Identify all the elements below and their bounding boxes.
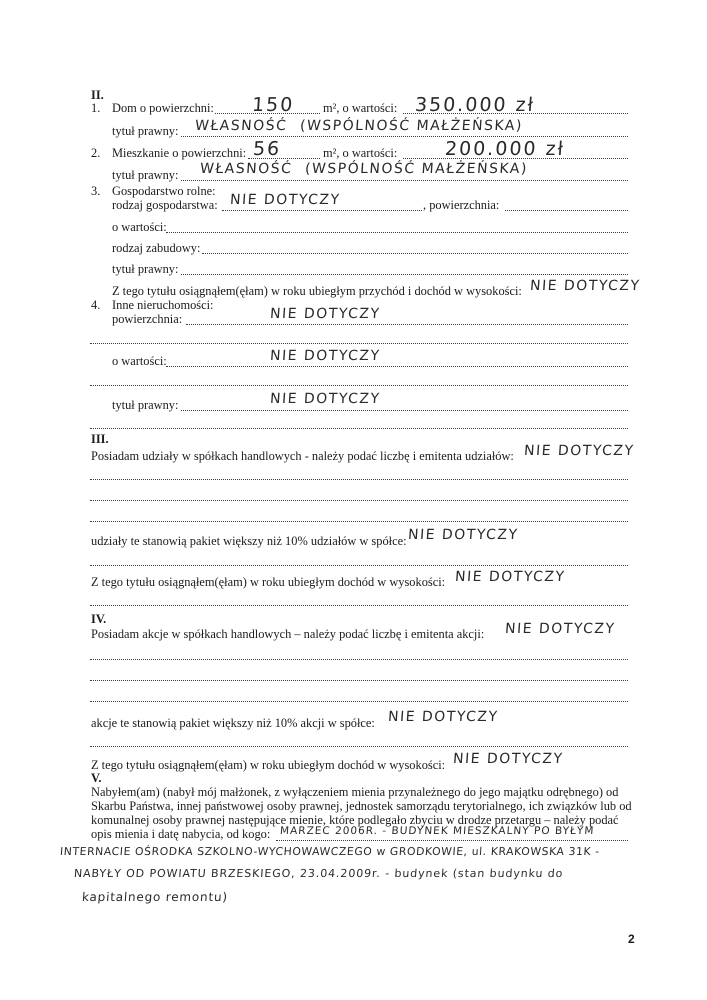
rodzaj-gospodarstwa-value: NIE DOTYCZY	[229, 192, 342, 208]
udzialy-label: Posiadam udziały w spółkach handlowych - należy podać liczbę i emitenta udziałów:	[91, 449, 514, 463]
udzialy-line-2[interactable]	[90, 500, 628, 501]
przychod-label: Z tego tytułu osiągnąłem(ęłam) w roku ubiegłym przychód i dochód w wysokości:	[112, 284, 522, 298]
section-v-line-3: komunalnej osoby prawnej następujące mienie, które podlegało zbyciu w drodze przetargu – należy podać	[91, 813, 619, 827]
akcje-pakiet-line[interactable]	[90, 746, 628, 747]
section-iii-heading: III.	[91, 432, 109, 446]
inne-tytul-value: NIE DOTYCZY	[269, 391, 382, 407]
section-ii-heading: II.	[91, 88, 104, 102]
akcje-label: Posiadam akcje w spółkach handlowych – należy podać liczbę i emitenta akcji:	[91, 627, 485, 641]
udzialy-pakiet-label: udziały te stanowią pakiet większy niż 10% udziałów w spółce:	[91, 534, 407, 548]
inne-powierzchnia-label: powierzchnia:	[112, 312, 183, 326]
item-2-number: 2.	[91, 146, 101, 160]
udzialy-pakiet-line[interactable]	[90, 565, 628, 566]
section-v-answer-field-1[interactable]	[276, 840, 628, 841]
akcje-line-3[interactable]	[90, 701, 628, 702]
gospodarstwo-powierzchnia-field[interactable]	[505, 210, 628, 211]
dom-title-label: tytuł prawny:	[112, 124, 179, 138]
inne-tytul-label: tytuł prawny:	[112, 398, 179, 412]
przychod-value: NIE DOTYCZY	[529, 278, 642, 294]
udzialy-dochod-value: NIE DOTYCZY	[454, 569, 567, 585]
akcje-value: NIE DOTYCZY	[504, 621, 617, 637]
section-v-line-4: opis mienia i datę nabycia, od kogo:	[91, 827, 271, 841]
section-v-answer-4: kapitalnego remontu)	[81, 890, 229, 904]
rodzaj-gospodarstwa-field[interactable]	[222, 210, 422, 211]
inne-nieruchomosci-label: Inne nieruchomości:	[112, 298, 214, 312]
section-v-heading: V.	[91, 771, 102, 785]
akcje-pakiet-value: NIE DOTYCZY	[387, 709, 500, 725]
mieszkanie-value: 200.000 zł	[444, 138, 566, 160]
mieszkanie-area-value: 56	[252, 138, 282, 160]
section-v-answer-3: NABYŁY OD POWIATU BRZESKIEGO, 23.04.2009r. - budynek (stan budynku do	[73, 867, 564, 880]
section-v-answer-2: INTERNACIE OŚRODKA SZKOLNO-WYCHOWAWCZEGO w GRODKOWIE, ul. KRAKOWSKA 31K -	[59, 845, 601, 858]
dom-area-label: Dom o powierzchni:	[112, 101, 214, 115]
udzialy-line-3[interactable]	[90, 521, 628, 522]
udzialy-pakiet-value: NIE DOTYCZY	[407, 527, 520, 543]
akcje-dochod-label: Z tego tytułu osiągnąłem(ęłam) w roku ubiegłym dochód w wysokości:	[91, 758, 446, 772]
akcje-dochod-value: NIE DOTYCZY	[452, 751, 565, 767]
mieszkanie-value-label: m², o wartości:	[323, 146, 398, 160]
inne-powierzchnia-field[interactable]	[186, 324, 628, 325]
inne-wartosc-line-2[interactable]	[90, 385, 628, 386]
gospodarstwo-label: Gospodarstwo rolne:	[112, 184, 216, 198]
inne-tytul-field[interactable]	[181, 410, 628, 411]
page-number: 2	[628, 932, 635, 946]
gospodarstwo-tytul-label: tytuł prawny:	[112, 262, 179, 276]
akcje-pakiet-label: akcje te stanowią pakiet większy niż 10% akcji w spółce:	[91, 716, 375, 730]
akcje-line-2[interactable]	[90, 680, 628, 681]
dom-title-field[interactable]	[181, 136, 628, 137]
dom-title-note: (WSPÓLNOŚĆ MAŁŻEŃSKA)	[299, 118, 524, 134]
mieszkanie-area-label: Mieszkanie o powierzchni:	[112, 146, 247, 160]
rodzaj-zabudowy-field[interactable]	[202, 253, 628, 254]
powierzchnia-label: , powierzchnia:	[423, 198, 500, 212]
rodzaj-gospodarstwa-label: rodzaj gospodarstwa:	[112, 198, 218, 212]
dom-title-value: WŁASNOŚĆ	[194, 118, 288, 134]
gospodarstwo-wartosc-field[interactable]	[166, 232, 628, 233]
item-1-number: 1.	[91, 101, 101, 115]
inne-powierzchnia-value: NIE DOTYCZY	[269, 306, 382, 322]
item-3-number: 3.	[91, 184, 101, 198]
gospodarstwo-wartosc-label: o wartości:	[112, 220, 167, 234]
udzialy-dochod-line[interactable]	[90, 605, 628, 606]
gospodarstwo-tytul-field[interactable]	[181, 274, 628, 275]
mieszkanie-title-value: WŁASNOŚĆ	[199, 161, 293, 177]
inne-wartosc-value: NIE DOTYCZY	[269, 348, 382, 364]
mieszkanie-title-label: tytuł prawny:	[112, 168, 179, 182]
udzialy-dochod-label: Z tego tytułu osiągnąłem(ęłam) w roku ubiegłym dochód w wysokości:	[91, 575, 446, 589]
section-iv-heading: IV.	[91, 612, 107, 626]
dom-value: 350.000 zł	[414, 94, 536, 116]
rodzaj-zabudowy-label: rodzaj zabudowy:	[112, 241, 201, 255]
item-4-number: 4.	[91, 298, 101, 312]
dom-value-label: m², o wartości:	[323, 101, 398, 115]
dom-area-value: 150	[251, 94, 296, 116]
udzialy-line-1[interactable]	[90, 479, 628, 480]
inne-wartosc-field[interactable]	[166, 366, 628, 367]
mieszkanie-title-note: (WSPÓLNOŚĆ MAŁŻEŃSKA)	[304, 161, 529, 177]
section-v-line-2: Skarbu Państwa, innej państwowej osoby prawnej, jednostek samorządu terytorialnego, ich związków lub od	[91, 799, 632, 813]
udzialy-value: NIE DOTYCZY	[523, 443, 636, 459]
inne-wartosc-label: o wartości:	[112, 354, 167, 368]
section-v-answer-1: MARZEC 2006R. - BUDYNEK MIESZKALNY PO BYŁYM	[279, 825, 595, 837]
akcje-line-1[interactable]	[90, 659, 628, 660]
mieszkanie-title-field[interactable]	[181, 180, 628, 181]
inne-powierzchnia-line-2[interactable]	[90, 343, 628, 344]
section-v-line-1: Nabyłem(am) (nabył mój małżonek, z wyłączeniem mienia przynależnego do jego majątku odrębnego) od	[91, 785, 619, 799]
inne-tytul-line-2[interactable]	[90, 428, 628, 429]
